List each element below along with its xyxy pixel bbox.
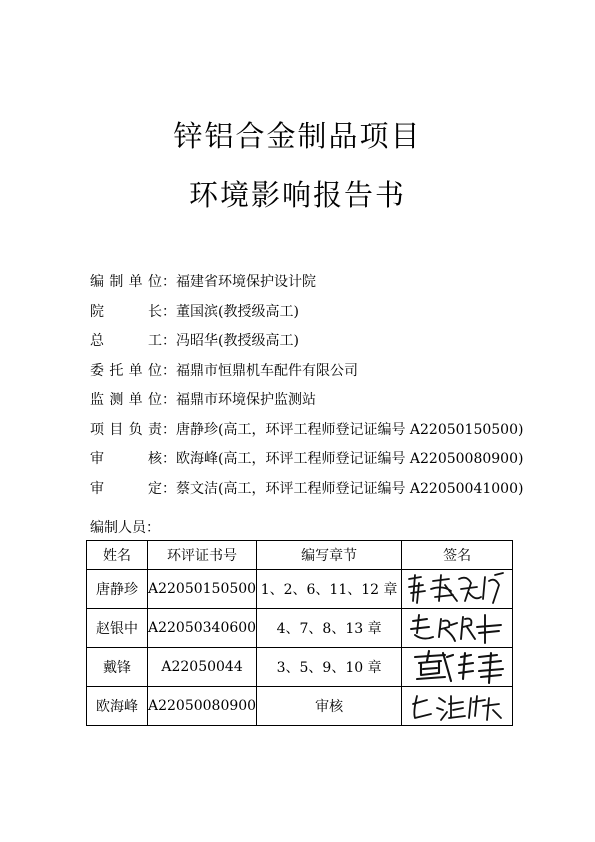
staff-cert: A22050080900 bbox=[148, 687, 257, 726]
staff-name: 赵银中 bbox=[87, 609, 148, 648]
info-label: 委托单位 bbox=[90, 362, 162, 379]
info-row-preparer bbox=[90, 268, 570, 298]
staff-signature-cell bbox=[402, 609, 513, 648]
table-row bbox=[87, 648, 513, 687]
staff-chapters: 1、2、6、11、12 章 bbox=[257, 570, 402, 609]
handwritten-signature bbox=[405, 649, 509, 685]
info-label: 总工 bbox=[90, 333, 162, 349]
info-label: 审核 bbox=[90, 451, 162, 467]
info-colon: ： bbox=[162, 421, 176, 438]
info-colon: ： bbox=[162, 480, 176, 497]
info-label: 审定 bbox=[90, 480, 162, 497]
staff-signature-cell bbox=[402, 570, 513, 609]
info-value: 福鼎市环境保护监测站 bbox=[176, 392, 316, 408]
handwritten-signature bbox=[405, 690, 509, 722]
handwritten-signature bbox=[405, 611, 509, 645]
info-value: 唐静珍(高工，环评工程师登记证编号 A22050150500) bbox=[176, 421, 524, 438]
table-row bbox=[87, 687, 513, 726]
info-row-reviewer bbox=[90, 445, 570, 475]
info-value: 董国滨(教授级高工) bbox=[176, 303, 299, 320]
staff-signature-cell bbox=[402, 687, 513, 726]
staff-table-header bbox=[87, 541, 513, 570]
info-row-chief-engineer bbox=[90, 327, 570, 357]
info-colon: ： bbox=[162, 303, 176, 320]
info-label: 院长 bbox=[90, 303, 162, 320]
staff-chapters: 审核 bbox=[257, 687, 402, 726]
info-row-approver bbox=[90, 475, 570, 505]
staff-name: 唐静珍 bbox=[87, 570, 148, 609]
table-row bbox=[87, 570, 513, 609]
staff-name: 戴锋 bbox=[87, 648, 148, 687]
info-value: 蔡文洁(高工，环评工程师登记证编号 A22050041000) bbox=[176, 480, 524, 497]
info-label: 监测单位 bbox=[90, 392, 162, 408]
handwritten-signature bbox=[405, 571, 509, 607]
document-title-line-2: 环境影响报告书 bbox=[188, 178, 406, 212]
info-colon: ： bbox=[162, 392, 176, 408]
staff-cert: A22050044 bbox=[148, 648, 257, 687]
staff-name: 欧海峰 bbox=[87, 687, 148, 726]
info-value: 欧海峰(高工，环评工程师登记证编号 A22050080900) bbox=[176, 451, 524, 467]
staff-table bbox=[86, 540, 513, 726]
info-value: 福鼎市恒鼎机车配件有限公司 bbox=[176, 362, 358, 379]
table-row bbox=[87, 609, 513, 648]
staff-signature-cell bbox=[402, 648, 513, 687]
info-colon: ： bbox=[162, 362, 176, 379]
document-title-line-1: 锌铝合金制品项目 bbox=[173, 119, 422, 153]
info-value: 福建省环境保护设计院 bbox=[176, 274, 316, 290]
info-label: 编制单位 bbox=[90, 274, 162, 290]
info-value: 冯昭华(教授级高工) bbox=[176, 333, 299, 349]
staff-cert: A22050340600 bbox=[148, 609, 257, 648]
staff-cert: A22050150500 bbox=[148, 570, 257, 609]
header-name: 姓名 bbox=[87, 541, 148, 570]
header-chapters: 编写章节 bbox=[257, 541, 402, 570]
info-row-client bbox=[90, 357, 570, 387]
info-row-director bbox=[90, 298, 570, 328]
header-signature: 签名 bbox=[402, 541, 513, 570]
info-colon: ： bbox=[162, 274, 176, 290]
info-block bbox=[90, 268, 570, 504]
info-label: 项目负责 bbox=[90, 421, 162, 438]
info-row-monitoring bbox=[90, 386, 570, 416]
info-colon: ： bbox=[162, 451, 176, 467]
info-row-project-lead bbox=[90, 416, 570, 446]
staff-caption: 编制人员： bbox=[90, 520, 160, 536]
staff-chapters: 4、7、8、13 章 bbox=[257, 609, 402, 648]
staff-chapters: 3、5、9、10 章 bbox=[257, 648, 402, 687]
info-colon: ： bbox=[162, 333, 176, 349]
header-cert: 环评证书号 bbox=[148, 541, 257, 570]
